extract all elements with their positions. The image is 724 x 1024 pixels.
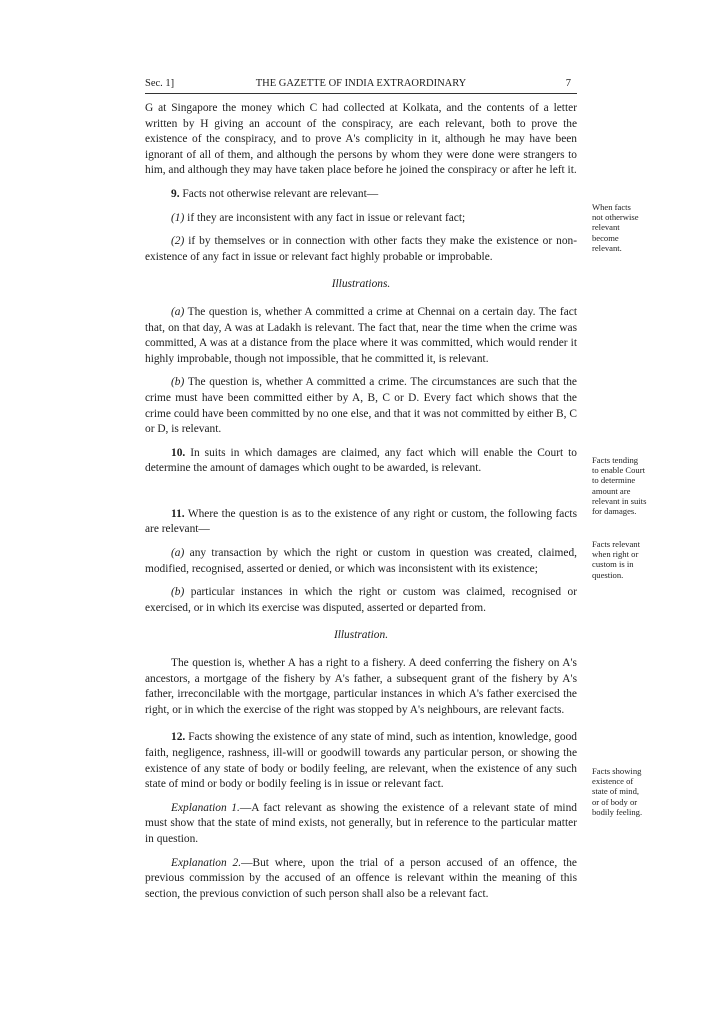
continuation-paragraph: G at Singapore the money which C had collected at Kolkata, and the contents of a letter written by H giving an account of the conspiracy, are each relevant, both to prove the existence of the conspiracy, and to prove A's complicity in it, although he may have been ignorant of all of them, and although the persons by whom they were done were strangers to him, and although they may have taken place before he joined the conspiracy or after he left it. — [145, 102, 577, 177]
section-label: Sec. 1] — [145, 78, 175, 89]
margin-note-section-10: Facts tending to enable Court to determine amount are relevant in suits for damages. — [592, 455, 647, 517]
explanation-1 — [145, 801, 577, 848]
clause-label: (1) — [171, 211, 185, 224]
margin-note-section-11: Facts relevant when right or custom is in question. — [592, 539, 640, 580]
section-number: 12. — [171, 731, 186, 744]
illustration-text: The question is, whether A committed a crime at Chennai on a certain day. The fact that, on that day, A was at Ladakh is relevant. The fact that, near the time when the crime was committed, A was at a distance from the place where it was committed, which would render it highly improbable, though not impossible, that he committed it, is relevant. — [145, 305, 577, 365]
clause-label: (2) — [171, 235, 185, 248]
illustration-label: (a) — [171, 305, 185, 318]
section-text: In suits in which damages are claimed, any fact which will enable the Court to determine the amount of damages which ought to be awarded, is relevant. — [145, 446, 577, 475]
section-11 — [145, 507, 577, 538]
clause-text: particular instances in which the right or custom was claimed, recognised or exercised, or in which its exercise was disputed, asserted or departed from. — [145, 586, 577, 614]
section-9 — [145, 187, 577, 203]
page-number: 7 — [565, 78, 571, 89]
page-header — [145, 78, 577, 94]
header-rule — [145, 93, 577, 94]
illustration-heading: Illustration. — [333, 629, 389, 642]
explanation-label: Explanation 2. — [171, 856, 242, 869]
section-text: Facts not otherwise relevant are relevant— — [182, 187, 379, 200]
section-10 — [145, 446, 577, 477]
main-text — [145, 101, 577, 902]
illustration-label: (b) — [171, 376, 185, 389]
margin-note-section-9: When facts not otherwise relevant become relevant. — [592, 202, 639, 253]
illustration-11: The question is, whether A has a right to a fishery. A deed conferring the fishery on A's ancestors, a mortgage of the fishery by A's father, a subsequent grant of the fishery by A's father, irreconcilable with the mortgage, particular instances in which A's father exercised the right, or in which the exercise of the right was stopped by A's neighbours, are relevant facts. — [145, 657, 577, 716]
gazette-title: THE GAZETTE OF INDIA EXTRAORDINARY — [255, 78, 467, 89]
section-12 — [145, 730, 577, 792]
illustration-text: The question is, whether A committed a crime. The circumstances are such that the crime must have been committed either by A, B, C or D. Every fact which shows that the crime could have been committed by no one else, and that it was not committed by either B, C or D, is relevant. — [145, 376, 577, 436]
section-number: 9. — [171, 187, 180, 200]
explanation-text: —But where, upon the trial of a person accused of an offence, the previous commission by the accused of an offence is relevant within the meaning of this section, the previous conviction of such person shall also be a relevant fact. — [145, 856, 577, 900]
section-number: 10. — [171, 446, 186, 459]
explanation-text: —A fact relevant as showing the existence of a relevant state of mind must show that the state of mind exists, not generally, but in reference to the particular matter in question. — [145, 801, 577, 845]
illustrations-heading: Illustrations. — [331, 278, 391, 291]
section-text: Facts showing the existence of any state of mind, such as intention, knowledge, good faith, negligence, rashness, ill-will or goodwill towards any particular person, or showing the existence of any state of body or bodily feeling, are relevant, when the existence of any such state of mind or body or bodily feeling is in issue or relevant fact. — [145, 731, 577, 791]
explanation-label: Explanation 1. — [171, 801, 240, 814]
explanation-2 — [145, 856, 577, 903]
clause-text: any transaction by which the right or custom in question was created, claimed, modified, recognised, asserted or denied, or which was inconsistent with its existence; — [145, 547, 577, 575]
clause-text: if they are inconsistent with any fact in issue or relevant fact; — [187, 211, 466, 224]
clause-11-a — [145, 546, 577, 577]
clause-9-1 — [145, 211, 577, 227]
clause-11-b — [145, 585, 577, 616]
clause-9-2 — [145, 234, 577, 265]
illustration-9-b — [145, 375, 577, 437]
illustration-9-a — [145, 305, 577, 367]
clause-text: if by themselves or in connection with other facts they make the existence or non-existence of any fact in issue or relevant fact highly probable or improbable. — [145, 235, 577, 263]
clause-label: (b) — [171, 586, 185, 599]
clause-label: (a) — [171, 547, 185, 560]
section-text: Where the question is as to the existence of any right or custom, the following facts are relevant— — [145, 507, 577, 536]
margin-note-section-12: Facts showing existence of state of mind, or of body or bodily feeling. — [592, 766, 643, 817]
section-number: 11. — [171, 507, 185, 520]
